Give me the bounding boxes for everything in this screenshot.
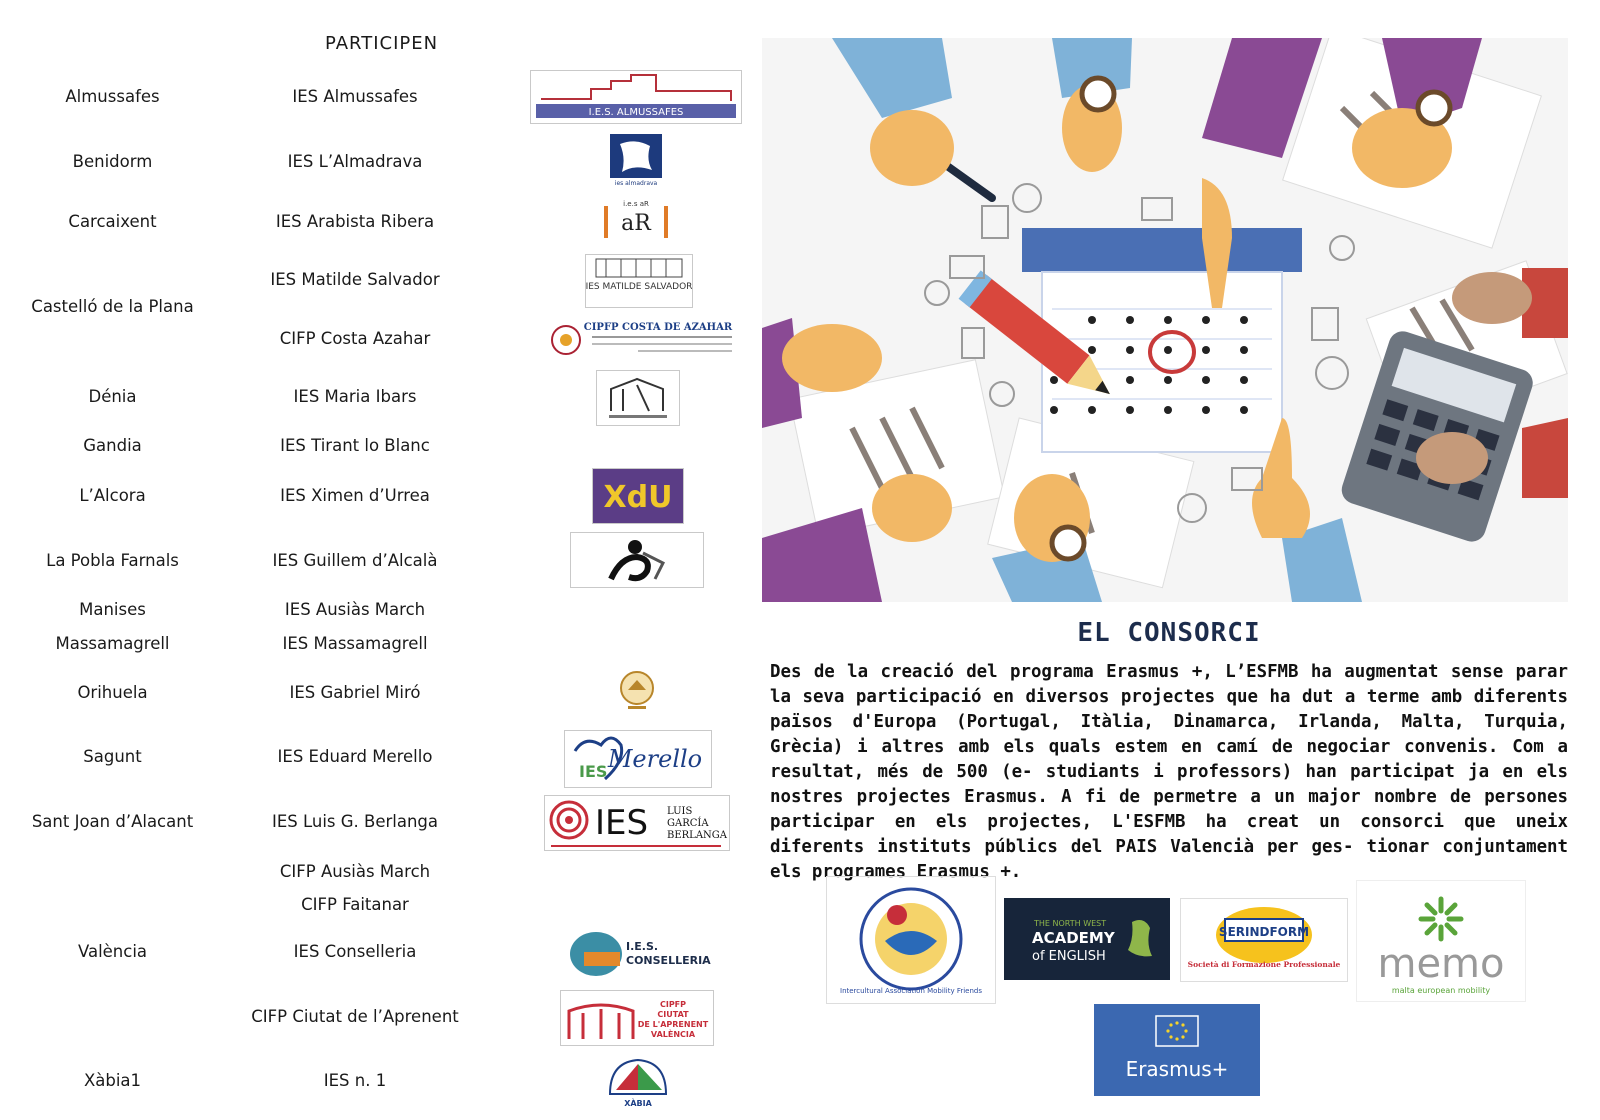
list-item: [0, 862, 740, 892]
logo-text: I.E.S. ALMUSSAFES: [588, 107, 684, 118]
school-name: IES Eduard Merello: [277, 747, 433, 766]
serindform-name: SERINDFORM: [1218, 925, 1310, 939]
svg-text:XÀBIA: XÀBIA: [624, 1099, 652, 1108]
memo-name: memo: [1377, 941, 1505, 987]
school-name: CIFP Ciutat de l’Aprenent: [251, 1007, 459, 1026]
logo-cifp-costa-azahar: [548, 318, 740, 362]
list-item: [0, 895, 740, 925]
city-name: Benidorm: [72, 152, 153, 171]
erasmus-label: Erasmus+: [1125, 1057, 1229, 1081]
city-name: Manises: [79, 600, 146, 619]
school-name: IES Luis G. Berlanga: [271, 812, 439, 831]
logo-text: IES MATILDE SALVADOR: [586, 282, 692, 292]
logo-intercultural-association: [826, 876, 996, 1004]
school-name: CIFP Ausiàs March: [279, 862, 431, 881]
logo-ies-eduard-merello: [564, 730, 712, 788]
city-name: La Pobla Farnals: [46, 551, 179, 570]
svg-text:CONSELLERIA: CONSELLERIA: [626, 954, 711, 967]
city-name: Sant Joan d’Alacant: [31, 812, 194, 831]
logo-erasmus-plus: [1094, 1004, 1260, 1096]
city-name: Almussafes: [65, 87, 160, 106]
list-item: [0, 600, 740, 630]
school-name: CIFP Costa Azahar: [279, 329, 431, 348]
logo-ies-gabriel-miro: [614, 670, 660, 712]
logo-ies-arabista-ribera: [604, 198, 668, 242]
consorci-paragraph: Des de la creació del programa Erasmus +, L’ESFMB ha augmentat sense parar la seva participació en diversos projectes que ha dut a terme amb diferents països d'Europa (Portugal, Itàlia, Dinamarca, Irlanda, Malta, Turquia, Grècia) i altres amb els quals estem en camí de negociar convenis. Com a resultat, més de 500 (e- studiants i professors) han participat ja en els nostres projectes Erasmus. A fi de permetre a un major nombre de persones participar en els projectes, L'ESFMB ha creat un consorci que uneix diferents instituts públics del PAIS Valencià per ges- tionar conjuntament els programes Erasmus +.: [770, 662, 1568, 882]
school-name: IES L’Almadrava: [287, 152, 423, 171]
svg-text:DE L'APRENENT: DE L'APRENENT: [637, 1020, 709, 1029]
logo-text: i.e.s aR: [623, 200, 649, 208]
svg-text:CIPFP: CIPFP: [659, 1000, 687, 1009]
logo-memo: [1356, 880, 1526, 1002]
logo-ies-almadrava: [610, 134, 662, 186]
logo-text: CIPFP COSTA DE AZAHAR: [583, 322, 733, 333]
academy-sub: of ENGLISH: [1032, 949, 1106, 964]
svg-text:BERLANGA: BERLANGA: [667, 830, 727, 841]
logo-serindform: [1180, 898, 1348, 982]
logo-text: Intercultural Association Mobility Friends: [840, 987, 982, 995]
logo-ies-conselleria: [566, 924, 718, 980]
svg-text:I.E.S.: I.E.S.: [626, 940, 659, 953]
city-name: Gandia: [83, 436, 142, 455]
svg-text:GARCÍA: GARCÍA: [667, 818, 709, 829]
school-name: IES Maria Ibars: [293, 387, 417, 406]
svg-text:IES: IES: [595, 803, 649, 843]
logo-ies-luis-garcia-berlanga: [544, 795, 730, 851]
city-name: L’Alcora: [79, 486, 146, 505]
list-item: [0, 436, 740, 466]
logo-cifp-ciutat-aprenent: [560, 990, 714, 1046]
svg-text:Merello: Merello: [607, 745, 703, 773]
svg-text:aR: aR: [621, 211, 651, 236]
logo-ies-num1-xabia: [604, 1054, 672, 1110]
academy-top: THE NORTH WEST: [1034, 919, 1107, 928]
serindform-sub: Società di Formazione Professionale: [1187, 960, 1341, 969]
school-name: IES Guillem d’Alcalà: [272, 551, 438, 570]
city-name: Massamagrell: [55, 634, 170, 653]
svg-text:VALÈNCIA: VALÈNCIA: [650, 1030, 696, 1039]
logo-ies-ximen-durrea: [592, 468, 684, 524]
city-name: Carcaixent: [68, 212, 157, 231]
participants-header: PARTICIPEN: [325, 33, 439, 54]
city-name: Dénia: [88, 387, 137, 406]
city-name: Sagunt: [83, 747, 142, 766]
svg-text:IES: IES: [579, 762, 608, 781]
school-name: IES Tirant lo Blanc: [280, 436, 430, 455]
school-name: IES Conselleria: [293, 942, 417, 961]
logo-north-west-academy: [1004, 898, 1170, 980]
school-name: IES Gabriel Miró: [289, 683, 421, 702]
logo-ies-guillem-dalcala: [570, 532, 704, 588]
logo-ies-matilde-salvador: [585, 254, 693, 308]
svg-text:LUIS: LUIS: [667, 806, 693, 817]
logo-ies-maria-ibars: [596, 370, 680, 426]
svg-text:CIUTAT: CIUTAT: [657, 1010, 689, 1019]
city-name: Castelló de la Plana: [31, 297, 194, 316]
school-name: IES Ximen d’Urrea: [280, 486, 430, 505]
school-name: IES n. 1: [323, 1071, 387, 1090]
city-name: Xàbia1: [83, 1071, 142, 1090]
school-name: IES Matilde Salvador: [270, 270, 440, 289]
city-name: València: [77, 942, 148, 961]
logo-ies-almussafes: [530, 70, 742, 124]
logo-text: XdU: [603, 480, 673, 515]
list-item: [0, 634, 740, 664]
school-name: IES Massamagrell: [282, 634, 428, 653]
memo-sub: malta european mobility: [1391, 986, 1491, 995]
section-title: EL CONSORCI: [1077, 618, 1261, 648]
logo-text: ies almadrava: [614, 180, 658, 186]
collaboration-illustration: [762, 38, 1568, 602]
school-name: CIFP Faitanar: [301, 895, 409, 914]
school-name: IES Almussafes: [292, 87, 418, 106]
city-name: Orihuela: [77, 683, 148, 702]
academy-main: ACADEMY: [1032, 929, 1115, 947]
school-name: IES Arabista Ribera: [275, 212, 435, 231]
school-name: IES Ausiàs March: [284, 600, 426, 619]
